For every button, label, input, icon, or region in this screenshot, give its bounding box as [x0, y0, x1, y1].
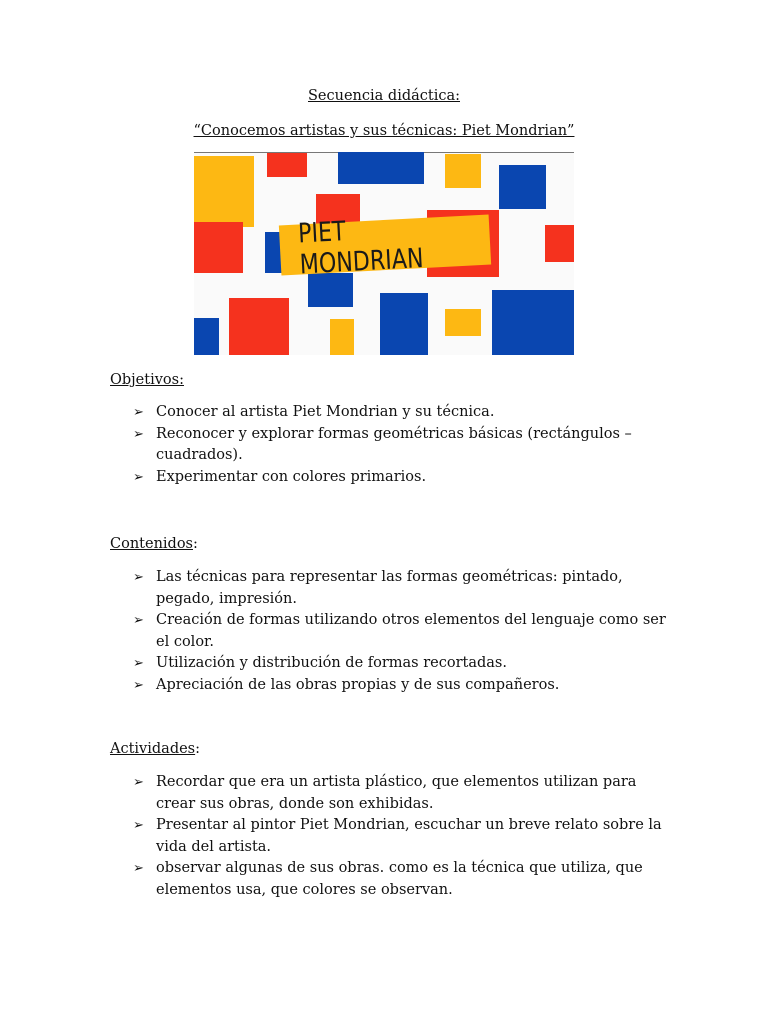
list-item: [133, 815, 673, 858]
objetivos-heading: [110, 371, 184, 389]
list-item-text: Utilización y distribución de formas recortadas.: [156, 655, 507, 671]
banner-block-red: [267, 153, 307, 177]
list-item: [133, 675, 673, 697]
banner-block-yellow: [445, 154, 481, 188]
list-item: [133, 772, 673, 815]
arrow-bullet-icon: ➢: [133, 861, 144, 876]
banner-block-blue: [338, 152, 424, 184]
banner-block-yellow: [194, 156, 254, 227]
list-item-text: Apreciación de las obras propias y de sus compañeros.: [156, 676, 560, 693]
banner-block-red: [229, 298, 289, 355]
list-item: [133, 858, 673, 901]
list-item: [133, 402, 673, 424]
arrow-bullet-icon: ➢: [133, 656, 144, 671]
arrow-bullet-icon: ➢: [133, 426, 144, 442]
document-title: Secuencia didáctica:: [308, 88, 460, 104]
banner-block-yellow: [330, 319, 354, 355]
actividades-heading-colon: :: [195, 741, 201, 757]
list-item-text: observar algunas de sus obras. como es la técnica que utiliza, que elementos usa, que colores se observan.: [156, 860, 643, 898]
arrow-bullet-icon: ➢: [133, 775, 144, 790]
arrow-bullet-icon: ➢: [133, 405, 144, 420]
objetivos-list: [133, 402, 673, 488]
banner-block-yellow: [445, 309, 481, 336]
list-item-text: Experimentar con colores primarios.: [156, 468, 427, 485]
arrow-bullet-icon: ➢: [133, 677, 144, 693]
contenidos-list: [133, 567, 673, 696]
contenidos-heading: [110, 535, 198, 553]
list-item: [133, 610, 673, 653]
banner-block-blue: [499, 165, 546, 209]
list-item-text: Reconocer y explorar formas geométricas básicas (rectángulos – cuadrados).: [156, 425, 632, 463]
arrow-bullet-icon: ➢: [133, 570, 144, 585]
list-item-text: Creación de formas utilizando otros elementos del lenguaje como ser el color.: [156, 612, 666, 650]
banner-label-box: [279, 215, 491, 281]
arrow-bullet-icon: ➢: [133, 613, 144, 628]
actividades-heading-text: Actividades: [110, 741, 196, 757]
actividades-list: [133, 772, 673, 901]
banner-label: PIET MONDRIAN: [297, 216, 425, 281]
objetivos-heading-text: Objetivos:: [110, 372, 184, 388]
piet-mondrian-banner-image: [194, 152, 574, 355]
arrow-bullet-icon: ➢: [133, 818, 144, 833]
list-item-text: Conocer al artista Piet Mondrian y su técnica.: [156, 404, 495, 420]
banner-block-blue: [492, 290, 574, 355]
banner-block-red: [194, 222, 243, 273]
list-item: [133, 424, 673, 467]
banner-block-blue: [194, 318, 219, 355]
list-item-text: Las técnicas para representar las formas geométricas: pintado, pegado, impresión.: [156, 569, 623, 607]
document-subtitle: “Conocemos artistas y sus técnicas: Piet Mondrian”: [193, 123, 575, 139]
list-item-text: Presentar al pintor Piet Mondrian, escuchar un breve relato sobre la vida del artista.: [156, 817, 662, 855]
list-item: [133, 567, 673, 610]
list-item: [133, 653, 673, 675]
list-item-text: Recordar que era un artista plástico, que elementos utilizan para crear sus obras, donde son exhibidas.: [156, 774, 637, 812]
arrow-bullet-icon: ➢: [133, 469, 144, 485]
banner-block-red: [545, 225, 574, 262]
list-item: [133, 467, 673, 489]
banner-block-blue: [380, 293, 428, 355]
contenidos-heading-colon: :: [193, 536, 198, 552]
contenidos-heading-text: Contenidos: [110, 536, 193, 552]
actividades-heading: [110, 740, 200, 758]
